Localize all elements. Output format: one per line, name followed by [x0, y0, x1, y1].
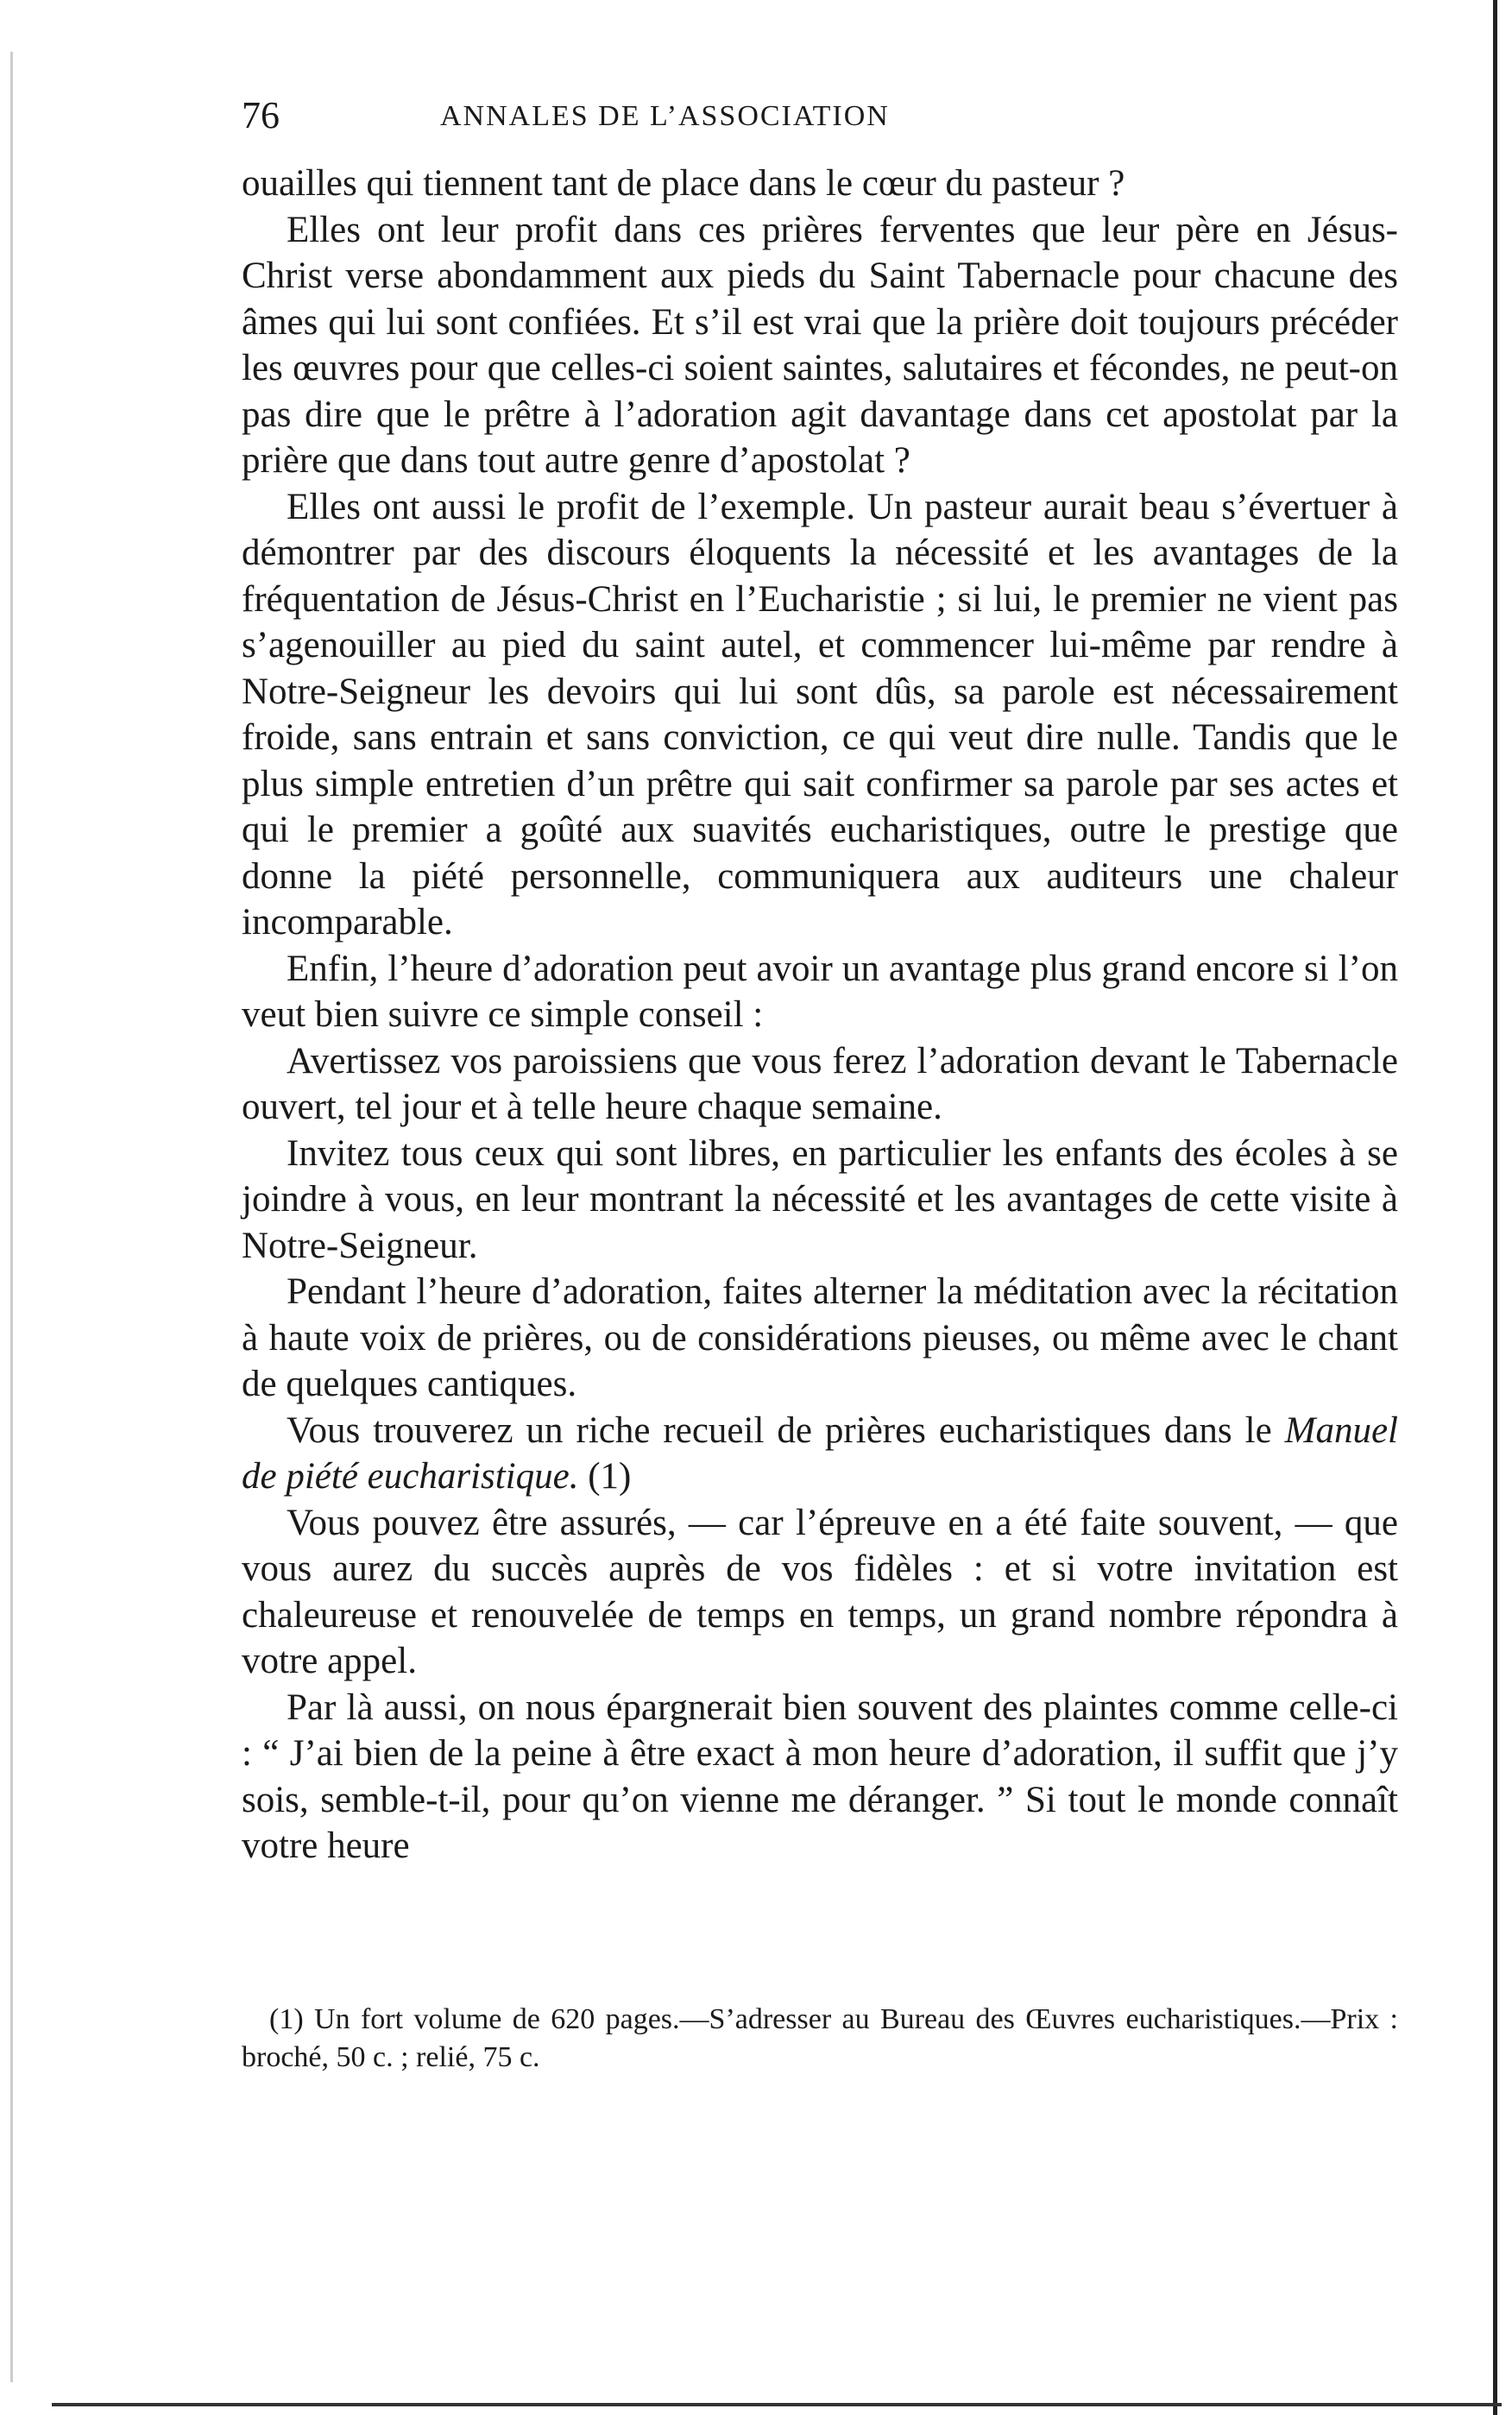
paragraph: Avertissez vos paroissiens que vous ferez l’adoration devant le Tabernacle ouvert, tel jour et à telle heure chaque semaine.	[242, 1040, 1398, 1127]
paragraph: ouailles qui tiennent tant de place dans le cœur du pasteur ?	[242, 163, 1125, 204]
paragraph: Par là aussi, on nous épargnerait bien souvent des plaintes comme celle-ci : “ J’ai bien de la peine à être exact à mon heure d’adoration, il suffit que j’y sois, semble-t-il, pour qu’on vienne me déranger. ” Si tout le monde connaît votre heure	[242, 1687, 1398, 1866]
page-header	[242, 93, 1398, 145]
paragraph-manual	[242, 1408, 1398, 1500]
body-text	[242, 161, 1398, 1870]
manual-title: Manuel de piété eucharistique.	[242, 1409, 1399, 1497]
right-margin-rule	[1493, 0, 1497, 2415]
left-scan-edge	[10, 52, 13, 2382]
page-number: 76	[242, 94, 280, 136]
paragraph: Enfin, l’heure d’adoration peut avoir un avantage plus grand encore si l’on veut bien suivre ce simple conseil :	[242, 948, 1398, 1035]
running-head: ANNALES DE L’ASSOCIATION	[440, 100, 890, 132]
bottom-margin-rule	[52, 2403, 1502, 2406]
footnote-reference: (1)	[588, 1456, 632, 1497]
paragraph: Elles ont leur profit dans ces prières ferventes que leur père en Jésus-Christ verse abondamment aux pieds du Saint Tabernacle pour chacune des âmes qui lui sont confiées. Et s’il est vrai que la prière doit toujours précéder les œuvres pour que celles-ci soient saintes, salutaires et fécondes, ne peut-on pas dire que le prêtre à l’adoration agit davantage dans cet apostolat par la prière que dans tout autre genre d’apostolat ?	[242, 209, 1398, 481]
footnote: (1) Un fort volume de 620 pages.—S’adresser au Bureau des Œuvres eucharistiques.—Prix : broché, 50 c. ; relié, 75 c.	[242, 2003, 1398, 2073]
paragraph: Invitez tous ceux qui sont libres, en particulier les enfants des écoles à se joindre à vous, en leur montrant la nécessité et les avantages de cette visite à Notre-Seigneur.	[242, 1132, 1398, 1266]
paragraph: Pendant l’heure d’adoration, faites alterner la méditation avec la récitation à haute voix de prières, ou de considérations pieuses, ou même avec le chant de quelques cantiques.	[242, 1271, 1398, 1404]
paragraph: Vous pouvez être assurés, — car l’épreuve en a été faite souvent, — que vous aurez du succès auprès de vos fidèles : et si votre invitation est chaleureuse et renouvelée de temps en temps, un grand nombre répondra à votre appel.	[242, 1502, 1398, 1681]
paragraph: Elles ont aussi le profit de l’exemple. Un pasteur aurait beau s’évertuer à démontrer par des discours éloquents la nécessité et les avantages de la fréquentation de Jésus-Christ en l’Eucharistie ; si lui, le premier ne vient pas s’agenouiller au pied du saint autel, et commencer lui-même par rendre à Notre-Seigneur les devoirs qui lui sont dûs, sa parole est nécessairement froide, sans entrain et sans conviction, ce qui veut dire nulle. Tandis que le plus simple entretien d’un prêtre qui sait confirmer sa parole par ses actes et qui le premier a goûté aux suavités eucharistiques, outre le prestige que donne la piété personnelle, communiquera aux auditeurs une chaleur incomparable.	[242, 486, 1398, 943]
manual-text: Vous trouverez un riche recueil de prières eucharistiques dans le	[287, 1409, 1272, 1451]
